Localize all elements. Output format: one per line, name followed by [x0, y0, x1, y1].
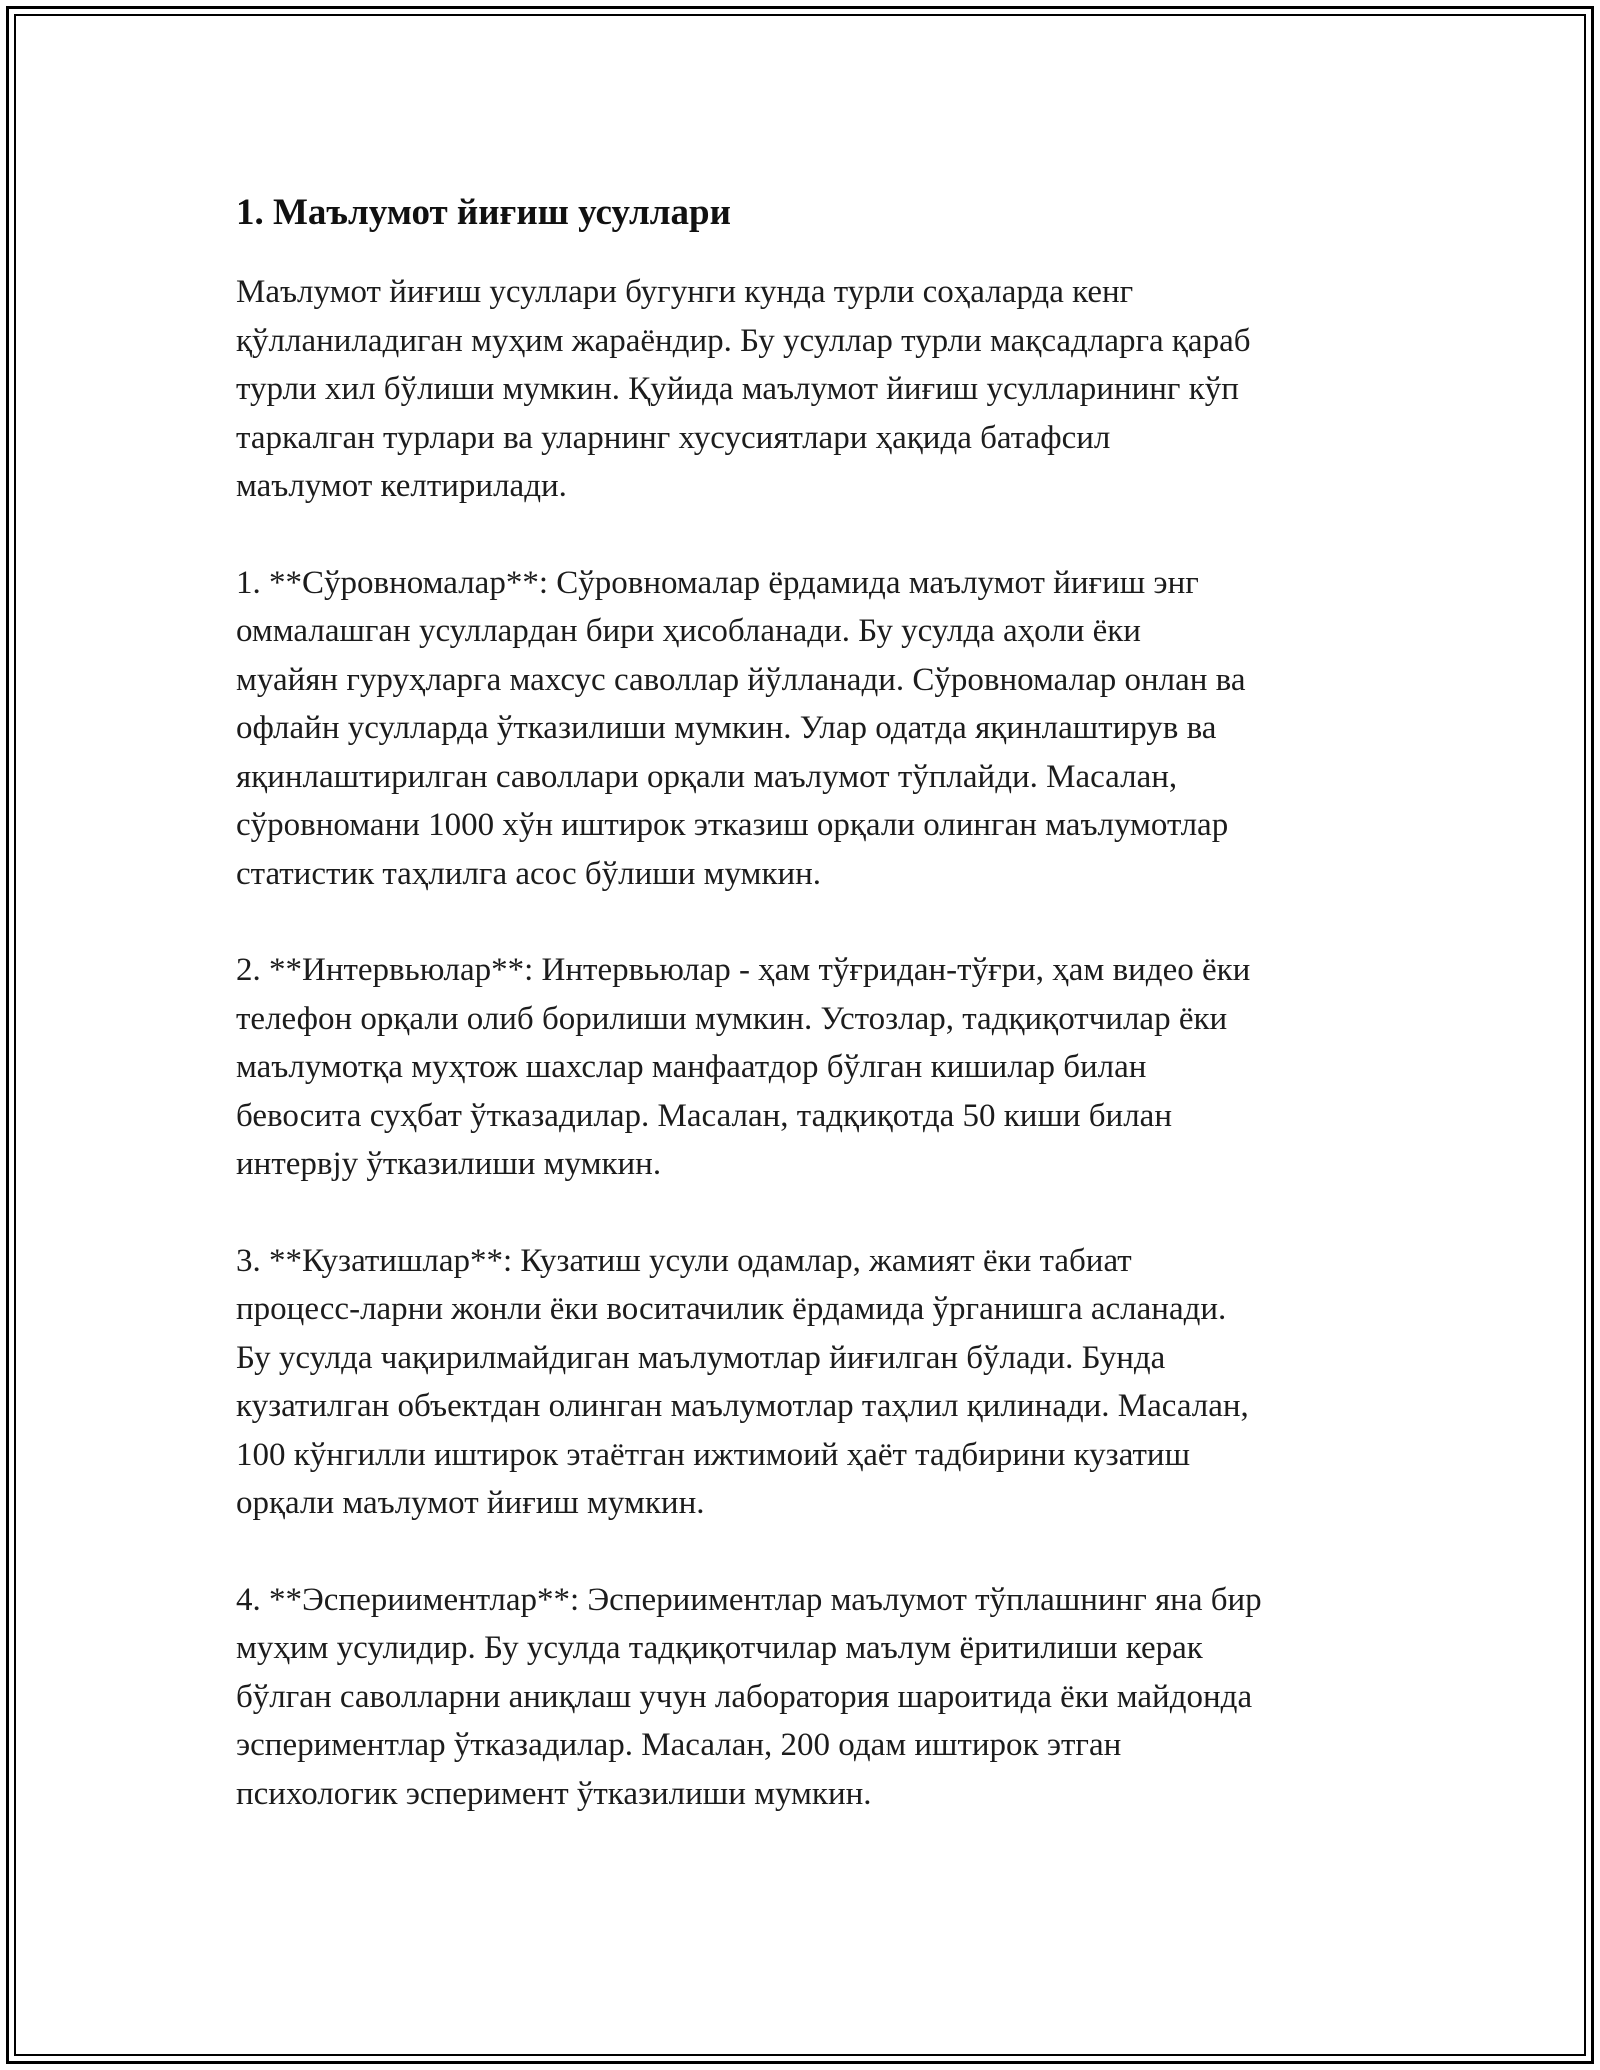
- text-line: сўровномани 1000 хўн иштирок этказиш орқали олинган маълумотлар: [236, 807, 1229, 843]
- text-line: яқинлаштирилган саволлари орқали маълумот тўплайди. Масалан,: [236, 758, 1178, 795]
- text-line: таркалган турлари ва уларнинг хусусиятлари ҳақида батафсил: [236, 419, 1111, 456]
- text-line: оммалашган усуллардан бири ҳисобланади. Бу усулда аҳоли ёки: [236, 613, 1141, 649]
- text-line: офлайн усулларда ўтказилиши мумкин. Улар одатда яқинлаштирув ва: [236, 710, 1217, 746]
- text-line: орқали маълумот йиғиш мумкин.: [236, 1485, 705, 1521]
- text-line: муҳим усулидир. Бу усулда тадқиқотчилар маълум ёритилиши керак: [236, 1630, 1203, 1666]
- text-line: психологик эсперимент ўтказилиши мумкин.: [236, 1775, 872, 1812]
- text-line: бўлган саволларни аниқлаш учун лаборатория шароитида ёки майдонда: [236, 1678, 1253, 1715]
- paragraph-experiments: [236, 1576, 1376, 1819]
- paragraph-surveys: [236, 559, 1376, 899]
- text-line: интервју ўтказилиши мумкин.: [236, 1146, 662, 1182]
- text-line: Бу усулда чақирилмайдиган маълумотлар йиғилган бўлади. Бунда: [236, 1339, 1166, 1376]
- text-line: маълумот келтирилади.: [236, 468, 567, 504]
- text-line: кузатилган объектдан олинган маълумотлар таҳлил қилинади. Масалан,: [236, 1388, 1249, 1424]
- text-line: қўлланиладиган муҳим жараёндир. Бу усуллар турли мақсадларга қараб: [236, 322, 1251, 359]
- document-body: [236, 190, 1376, 1866]
- text-line: 4. **Эсперииментлар**: Эсперииментлар маълумот тўплашнинг яна бир: [236, 1581, 1262, 1618]
- paragraph-interviews: [236, 946, 1376, 1189]
- text-line: муайян гуруҳларга махсус саволлар йўлланади. Сўровномалар онлан ва: [236, 661, 1246, 698]
- text-line: Маълумот йиғиш усуллари бугунги кунда турли соҳаларда кенг: [236, 274, 1134, 310]
- text-line: процесс-ларни жонли ёки воситачилик ёрдамида ўрганишга асланади.: [236, 1291, 1227, 1327]
- text-line: бевосита суҳбат ўтказадилар. Масалан, тадқиқотда 50 киши билан: [236, 1097, 1172, 1134]
- text-line: турли хил бўлиши мумкин. Қуйида маълумот йиғиш усулларининг кўп: [236, 371, 1239, 407]
- paragraph-observations: [236, 1237, 1376, 1528]
- paragraph-intro: [236, 268, 1376, 511]
- text-line: 1. **Сўровномалар**: Сўровномалар ёрдамида маълумот йиғиш энг: [236, 564, 1199, 601]
- text-line: 3. **Кузатишлар**: Кузатиш усули одамлар, жамият ёки табиат: [236, 1242, 1132, 1279]
- text-line: эспериментлар ўтказадилар. Масалан, 200 одам иштирок этган: [236, 1727, 1122, 1763]
- text-line: 100 кўнгилли иштирок этаётган ижтимоий ҳаёт тадбирини кузатиш: [236, 1436, 1191, 1473]
- text-line: маълумотқа муҳтож шахслар манфаатдор бўлган кишилар билан: [236, 1049, 1147, 1085]
- text-line: статистик таҳлилга асос бўлиши мумкин.: [236, 855, 822, 892]
- text-line: 2. **Интервьюлар**: Интервьюлар - ҳам тўғридан-тўғри, ҳам видео ёки: [236, 952, 1251, 988]
- page-title: 1. Маълумот йиғиш усуллари: [236, 192, 731, 233]
- text-line: телефон орқали олиб борилиши мумкин. Устозлар, тадқиқотчилар ёки: [236, 1000, 1228, 1037]
